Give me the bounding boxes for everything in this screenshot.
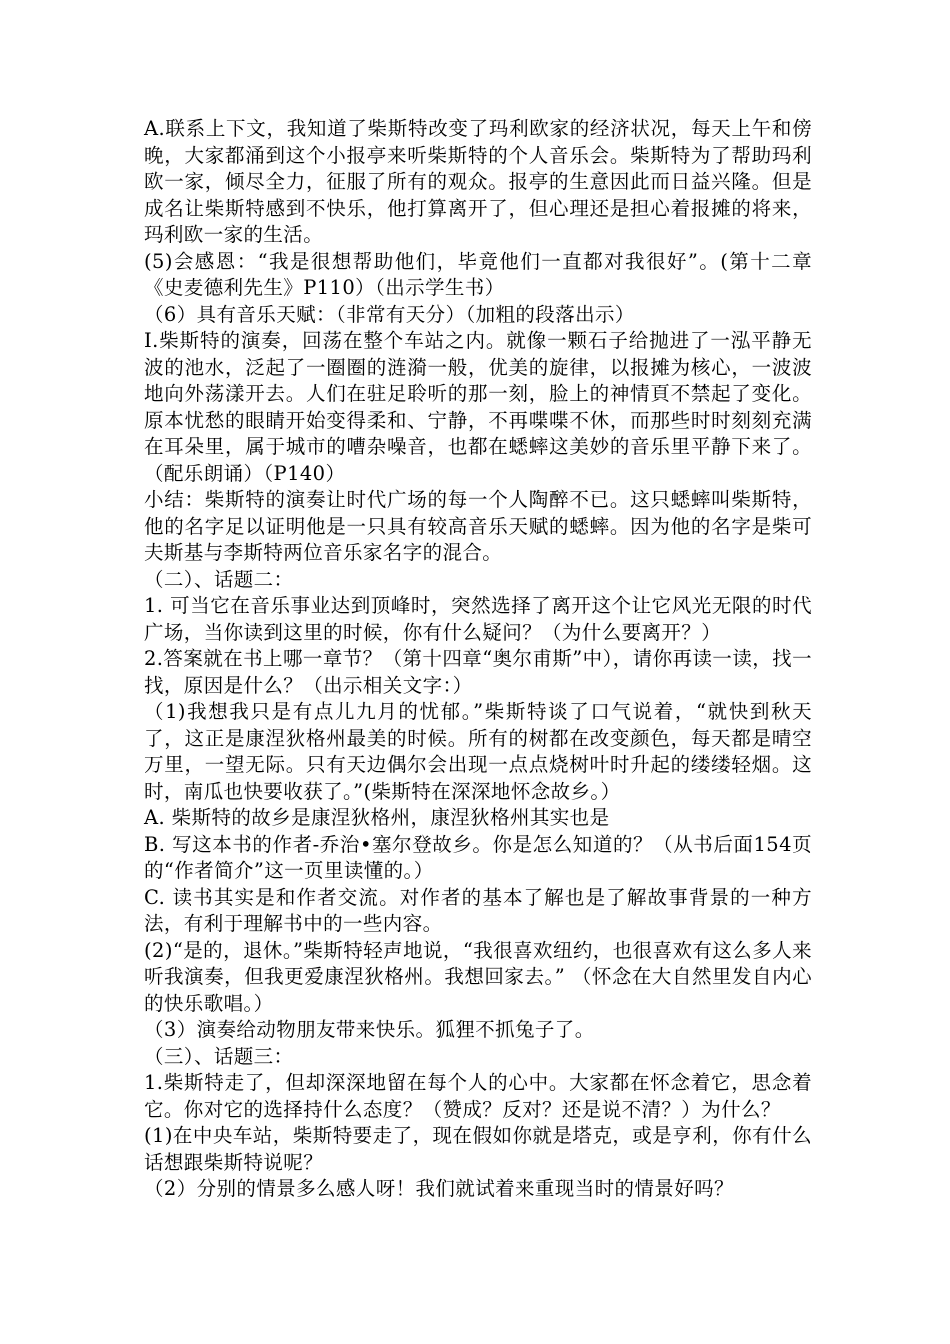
- paragraph-question-2: 2.答案就在书上哪一章节？（第十四章“奥尔甫斯”中），请你再读一读，找一找，原因是什么？（出示相关文字：）: [144, 647, 812, 697]
- paragraph-point-c: C. 读书其实是和作者交流。对作者的基本了解也是了解故事背景的一种方法，有利于理解书中的一些内容。: [144, 885, 812, 935]
- paragraph-topic-three-sub2: （2）分别的情景多么感人呀！我们就试着来重现当时的情景好吗？: [144, 1177, 734, 1200]
- document-body: [144, 116, 812, 1203]
- paragraph-topic-three-q1: 1.柴斯特走了，但却深深地留在每个人的心中。大家都在怀念着它，思念着它。你对它的选择持什么态度？（赞成？反对？还是说不清？）为什么？: [144, 1071, 812, 1121]
- heading-topic-three: （三）、话题三：: [144, 1044, 294, 1068]
- paragraph-quote-3: （3）演奏给动物朋友带来快乐。狐狸不抓兔子了。: [144, 1018, 595, 1041]
- paragraph-quote-2: (2)“是的，退休。”柴斯特轻声地说，“我很喜欢纽约，也很喜欢有这么多人来听我演奏，但我更爱康涅狄格州。我想回家去。” （怀念在大自然里发自内心的快乐歌唱。）: [144, 938, 812, 1015]
- paragraph-point-a: A. 柴斯特的故乡是康涅狄格州，康涅狄格州其实也是: [144, 806, 610, 829]
- paragraph-question-1: 1. 可当它在音乐事业达到顶峰时，突然选择了离开这个让它风光无限的时代广场，当你读到这里的时候，你有什么疑问？（为什么要离开？）: [144, 594, 812, 644]
- paragraph-gratitude: (5)会感恩：“我是很想帮助他们，毕竟他们一直都对我很好”。(第十二章《史麦德利先生》P110）（出示学生书）: [144, 249, 812, 299]
- heading-topic-two: （二）、话题二：: [144, 567, 294, 591]
- paragraph-music-talent: （6）具有音乐天赋：（非常有天分）（加粗的段落出示）: [144, 302, 635, 326]
- paragraph-point-b: B. 写这本书的作者-乔治•塞尔登故乡。你是怎么知道的？（从书后面154页的“作者简介”这一页里读懂的。）: [144, 832, 812, 882]
- paragraph-answer-a: A.联系上下文，我知道了柴斯特改变了玛利欧家的经济状况，每天上午和傍晚，大家都涌到这个小报亭来听柴斯特的个人音乐会。柴斯特为了帮助玛利欧一家，倾尽全力，征服了所有的观众。报亭的生意因此而日益兴隆。但是成名让柴斯特感到不快乐，他打算离开了，但心理还是担心着报摊的将来，玛利欧一家的生活。: [144, 117, 812, 246]
- paragraph-performance-excerpt: I.柴斯特的演奏，回荡在整个车站之内。就像一颗石子给抛进了一泓平静无波的池水，泛起了一圈圈的涟漪一般，优美的旋律，以报摊为核心，一波波地向外荡漾开去。人们在驻足聆听的那一刻，脸上的神情頁不禁起了变化。原本忧愁的眼睛开始变得柔和、宁静，不再喋喋不休，而那些时时刻刻充满在耳朵里，属于城市的嘈杂噪音，也都在蟋蟀这美妙的音乐里平静下来了。（配乐朗诵）（P140）: [144, 329, 812, 485]
- paragraph-quote-1: （1)我想我只是有点儿九月的忧郁。”柴斯特谈了口气说着，“就快到秋天了，这正是康涅狄格州最美的时候。所有的树都在改变颜色，每天都是晴空万里，一望无际。只有天边偶尔会出现一点点烧树叶时升起的缕缕轻烟。这时，南瓜也快要收获了。”(柴斯特在深深地怀念故乡。）: [144, 700, 812, 803]
- paragraph-summary: 小结：柴斯特的演奏让时代广场的每一个人陶醉不已。这只蟋蟀叫柴斯特，他的名字足以证明他是一只具有较高音乐天赋的蟋蟀。因为他的名字是柴可夫斯基与李斯特两位音乐家名字的混合。: [144, 488, 812, 564]
- paragraph-topic-three-sub1: (1)在中央车站，柴斯特要走了，现在假如你就是塔克，或是亨利，你有什么话想跟柴斯特说呢？: [144, 1124, 812, 1174]
